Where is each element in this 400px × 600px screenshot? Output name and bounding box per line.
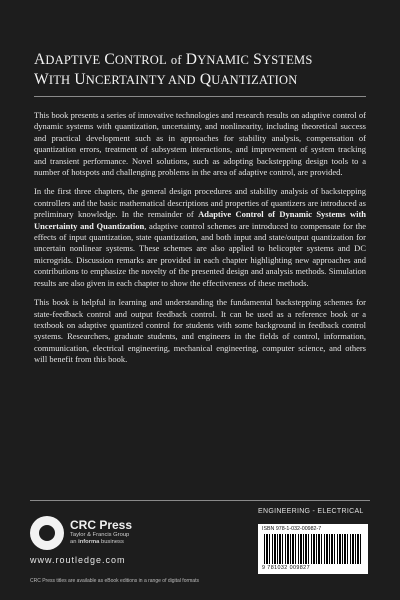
isbn-barcode (258, 524, 368, 574)
title-divider (34, 96, 366, 97)
publisher-group: Taylor & Francis Group (70, 532, 130, 538)
publisher-url: www.routledge.com (30, 555, 126, 565)
blurb-paragraph-3: This book is helpful in learning and understanding the fundamental backstepping schemes for state-feedback control and output feedback control. It can be used as a reference book or a textbook on adaptive quantized control for students with some background in feedback control systems. Researchers, graduate students, and engineers in the fields of control, information, communication, electrical engineering, mechanical engineering, computer science, and others will benefit from this book. (34, 297, 366, 365)
book-title (34, 50, 374, 90)
book-title-line-2: WITH UNCERTAINTY AND QUANTIZATION (34, 71, 298, 88)
publisher-brand (70, 519, 132, 546)
isbn-label: ISBN 978-1-032-00982-7 (262, 526, 322, 532)
blurb (34, 110, 366, 374)
crc-press-logo-icon (30, 516, 64, 550)
footer-divider (30, 500, 370, 501)
subject-category: ENGINEERING - ELECTRICAL (258, 508, 364, 515)
book-title-line-1: ADAPTIVE CONTROL of DYNAMIC SYSTEMS (34, 51, 313, 68)
book-title-bold: Adaptive Control of Dynamic Systems with Uncertainty and Quantization (34, 209, 367, 231)
barcode-icon (264, 534, 362, 564)
publisher-name: CRC Press (70, 518, 133, 532)
blurb-paragraph-1: This book presents a series of innovative technologies and research results on adaptive control of dynamic systems with quantization, uncertainty, and nonlinearity, including theoretical success and practical development such as in approaches for stability analysis, compensation of quantization errors, treatment of subsystem interactions, and improvement of system tracking and transient performance. Novel solutions, such as adopting backstepping design tools to a number of hotspots and challenging problems in the area of adaptive control, are provided. (34, 110, 366, 178)
blurb-paragraph-2: In the first three chapters, the general design procedures and stability analysis of backstepping controllers and the basic mathematical descriptions and properties of quantizers are introduced as preliminary knowledge. In the remainder of Adaptive Control of Dynamic Systems with Uncertainty and Quantization, adaptive control schemes are introduced to compensate for the effects of input quantization, state quantization, and both input and state/output quantization for uncertain nonlinear systems. These schemes are also applied to helicopter systems and DC microgrids. Discussion remarks are provided in each chapter highlighting new approaches and contributions to emphasize the novelty of the presented design and analysis methods. Simulation results are also given in each chapter to show the effectiveness of these methods. (34, 186, 367, 288)
publisher-business: an informa business (70, 539, 124, 545)
barcode-digits: 9 781032 009827 (262, 565, 310, 571)
ebook-footnote: CRC Press titles are available as eBook editions in a range of digital formats (30, 578, 199, 584)
